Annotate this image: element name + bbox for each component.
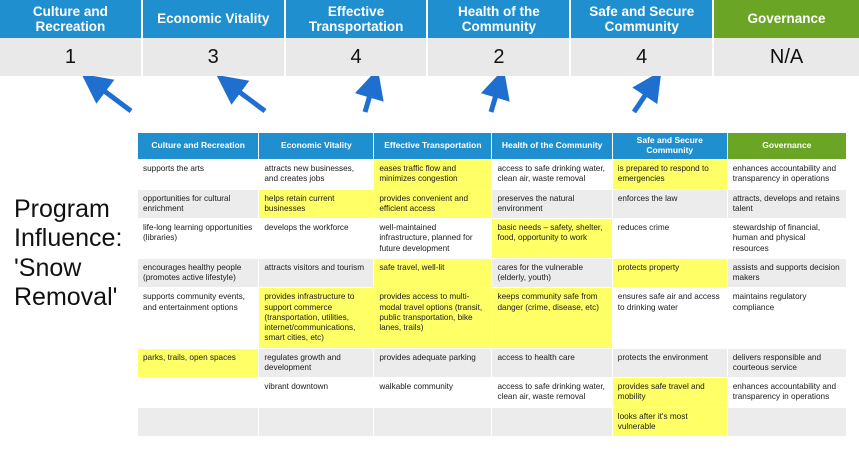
program-influence-caption: Program Influence: 'Snow Removal'	[14, 195, 123, 311]
scorecard-header-5: Governance	[714, 0, 859, 38]
arrow-culture-recreation	[95, 84, 131, 111]
matrix-cell: supports community events, and entertainment options	[138, 288, 259, 348]
matrix-cell: protects the environment	[612, 348, 727, 378]
priority-matrix-table	[137, 132, 847, 437]
arrow-effective-transportation	[365, 85, 373, 112]
matrix-row	[138, 348, 847, 378]
matrix-cell: walkable community	[374, 378, 492, 408]
matrix-row	[138, 219, 847, 259]
arrow-safe-secure-community	[634, 85, 652, 112]
matrix-cell: parks, trails, open spaces	[138, 348, 259, 378]
matrix-cell: access to safe drinking water, clean air, waste removal	[492, 378, 612, 408]
matrix-cell	[492, 407, 612, 437]
matrix-row	[138, 288, 847, 348]
matrix-cell: attracts visitors and tourism	[259, 258, 374, 288]
matrix-cell: cares for the vulnerable (elderly, youth)	[492, 258, 612, 288]
matrix-cell: life-long learning opportunities (libraries)	[138, 219, 259, 259]
scorecard-header-4: Safe and Secure Community	[571, 0, 714, 38]
scorecard-header-band	[0, 0, 859, 38]
matrix-row	[138, 407, 847, 437]
matrix-cell: protects property	[612, 258, 727, 288]
matrix-cell: provides infrastructure to support commerce (transportation, utilities, internet/communications, smart cities, etc)	[259, 288, 374, 348]
matrix-cell: delivers responsible and courteous service	[727, 348, 846, 378]
matrix-column-header-0: Culture and Recreation	[138, 133, 259, 160]
matrix-row	[138, 189, 847, 219]
matrix-cell: provides convenient and efficient access	[374, 189, 492, 219]
matrix-cell: encourages healthy people (promotes active lifestyle)	[138, 258, 259, 288]
matrix-cell: enhances accountability and transparency in operations	[727, 160, 846, 190]
scorecard-header-3: Health of the Community	[428, 0, 571, 38]
matrix-cell: opportunities for cultural enrichment	[138, 189, 259, 219]
matrix-cell: provides adequate parking	[374, 348, 492, 378]
matrix-header-row	[138, 133, 847, 160]
matrix-cell	[259, 407, 374, 437]
matrix-cell: safe travel, well-lit	[374, 258, 492, 288]
matrix-column-header-1: Economic Vitality	[259, 133, 374, 160]
matrix-cell: eases traffic flow and minimizes congestion	[374, 160, 492, 190]
matrix-cell	[138, 407, 259, 437]
matrix-cell: is prepared to respond to emergencies	[612, 160, 727, 190]
score-cell-0: 1	[0, 38, 143, 76]
matrix-cell: stewardship of financial, human and physical resources	[727, 219, 846, 259]
score-cell-2: 4	[286, 38, 429, 76]
matrix-cell: develops the workforce	[259, 219, 374, 259]
matrix-cell	[138, 378, 259, 408]
matrix-cell: well-maintained infrastructure, planned for future development	[374, 219, 492, 259]
matrix-cell: supports the arts	[138, 160, 259, 190]
matrix-cell: provides safe travel and mobility	[612, 378, 727, 408]
matrix-row	[138, 378, 847, 408]
matrix-cell: regulates growth and development	[259, 348, 374, 378]
matrix-column-header-5: Governance	[727, 133, 846, 160]
matrix-row	[138, 258, 847, 288]
score-cell-5: N/A	[714, 38, 859, 76]
matrix-cell: looks after it's most vulnerable	[612, 407, 727, 437]
matrix-cell: keeps community safe from danger (crime, disease, etc)	[492, 288, 612, 348]
matrix-cell: vibrant downtown	[259, 378, 374, 408]
matrix-cell: attracts new businesses, and creates jobs	[259, 160, 374, 190]
matrix-body	[138, 160, 847, 437]
matrix-cell: assists and supports decision makers	[727, 258, 846, 288]
matrix-cell: ensures safe air and access to drinking water	[612, 288, 727, 348]
matrix-column-header-2: Effective Transportation	[374, 133, 492, 160]
score-cell-1: 3	[143, 38, 286, 76]
score-cell-3: 2	[428, 38, 571, 76]
matrix-cell: enforces the law	[612, 189, 727, 219]
matrix-column-header-3: Health of the Community	[492, 133, 612, 160]
arrow-health-community	[491, 85, 499, 112]
scorecard-header-0: Culture and Recreation	[0, 0, 143, 38]
score-cell-4: 4	[571, 38, 714, 76]
matrix-cell: attracts, develops and retains talent	[727, 189, 846, 219]
arrow-economic-vitality	[230, 85, 265, 111]
scorecard-score-band	[0, 38, 859, 76]
matrix-cell: preserves the natural environment	[492, 189, 612, 219]
matrix-cell: provides access to multi-modal travel options (transit, public transportation, bike lanes, trails)	[374, 288, 492, 348]
influence-arrows	[0, 76, 859, 134]
matrix-cell: enhances accountability and transparency in operations	[727, 378, 846, 408]
matrix-cell: access to safe drinking water, clean air, waste removal	[492, 160, 612, 190]
matrix-row	[138, 160, 847, 190]
matrix-cell: reduces crime	[612, 219, 727, 259]
matrix-cell	[374, 407, 492, 437]
matrix-column-header-4: Safe and Secure Community	[612, 133, 727, 160]
matrix-cell: basic needs – safety, shelter, food, opportunity to work	[492, 219, 612, 259]
scorecard-header-1: Economic Vitality	[143, 0, 286, 38]
scorecard-header-2: Effective Transportation	[286, 0, 429, 38]
matrix-cell: helps retain current businesses	[259, 189, 374, 219]
matrix-cell: access to health care	[492, 348, 612, 378]
matrix-cell: maintains regulatory compliance	[727, 288, 846, 348]
matrix-cell	[727, 407, 846, 437]
